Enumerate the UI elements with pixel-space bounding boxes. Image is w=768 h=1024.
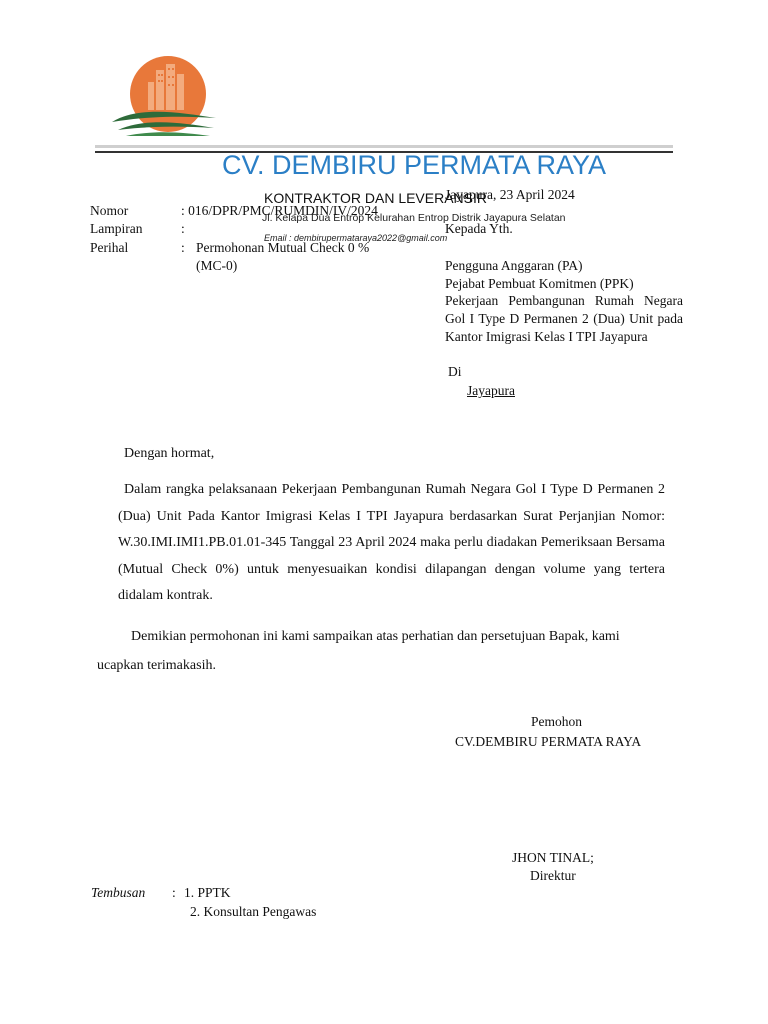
signature-title: Direktur bbox=[530, 868, 576, 883]
company-address: Jl. Kelapa Dua Entrop Kelurahan Entrop Distrik Jayapura Selatan bbox=[262, 212, 566, 224]
perihal-label: Perihal bbox=[90, 240, 129, 255]
perihal-line1: Permohonan Mutual Check 0 % bbox=[196, 240, 370, 255]
letterhead-rule-light bbox=[95, 145, 673, 148]
kepada-yth: Kepada Yth. bbox=[445, 221, 513, 236]
signature-role: Pemohon bbox=[531, 714, 583, 729]
company-subtitle: KONTRAKTOR DAN LEVERANSIR bbox=[264, 190, 488, 206]
cc-item: 1. PPTK bbox=[184, 885, 231, 900]
signature-company: CV.DEMBIRU PERMATA RAYA bbox=[455, 734, 642, 749]
recipient-line-project: Pekerjaan Pembangunan Rumah Negara Gol I Type D Permanen 2 (Dua) Unit pada Kantor Imigrasi Kelas I TPI Jayapura bbox=[445, 293, 683, 344]
signature-name: JHON TINAL; bbox=[512, 850, 594, 865]
lampiran-colon: : bbox=[181, 221, 185, 236]
greeting: Dengan hormat, bbox=[124, 446, 215, 461]
cc-item: 2. Konsultan Pengawas bbox=[190, 904, 317, 919]
paragraph-main: Dalam rangka pelaksanaan Pekerjaan Pembangunan Rumah Negara Gol I Type D Permanen 2 (Dua) Unit Pada Kantor Imigrasi Kelas I TPI Jayapura berdasarkan Surat Perjanjian Nomor: W.30.IMI.IMI1.PB.01.01-345 Tanggal 23 April 2024 maka perlu diadakan Pemeriksaan Bersama (Mutual Check 0%) untuk menyesuaikan kondisi dilapangan dengan volume yang tertera didalam kontrak. bbox=[118, 482, 665, 603]
recipient-line-pa: Pengguna Anggaran (PA) bbox=[445, 258, 583, 273]
cc-label: Tembusan bbox=[91, 885, 146, 900]
cc-colon: : bbox=[172, 885, 176, 900]
company-name: CV. DEMBIRU PERMATA RAYA bbox=[221, 150, 607, 180]
paragraph-closing: Demikian permohonan ini kami sampaikan atas perhatian dan persetujuan Bapak, kami ucapkan terimakasih. bbox=[97, 629, 620, 673]
building-sun-logo-icon bbox=[108, 56, 220, 144]
company-email: Email : dembirupermataraya2022@gmail.com bbox=[264, 233, 448, 243]
perihal-colon: : bbox=[181, 240, 185, 255]
nomor-label: Nomor bbox=[90, 203, 129, 218]
letter-date: Jayapura, 23 April 2024 bbox=[445, 187, 575, 202]
recipient-di: Di bbox=[448, 364, 462, 379]
recipient-line-ppk: Pejabat Pembuat Komitmen (PPK) bbox=[445, 276, 634, 291]
perihal-line2: (MC-0) bbox=[196, 258, 238, 273]
recipient-city: Jayapura bbox=[467, 383, 515, 398]
lampiran-label: Lampiran bbox=[90, 221, 143, 236]
nomor-value: : 016/DPR/PMC/RUMDIN/IV/2024 bbox=[181, 203, 378, 218]
